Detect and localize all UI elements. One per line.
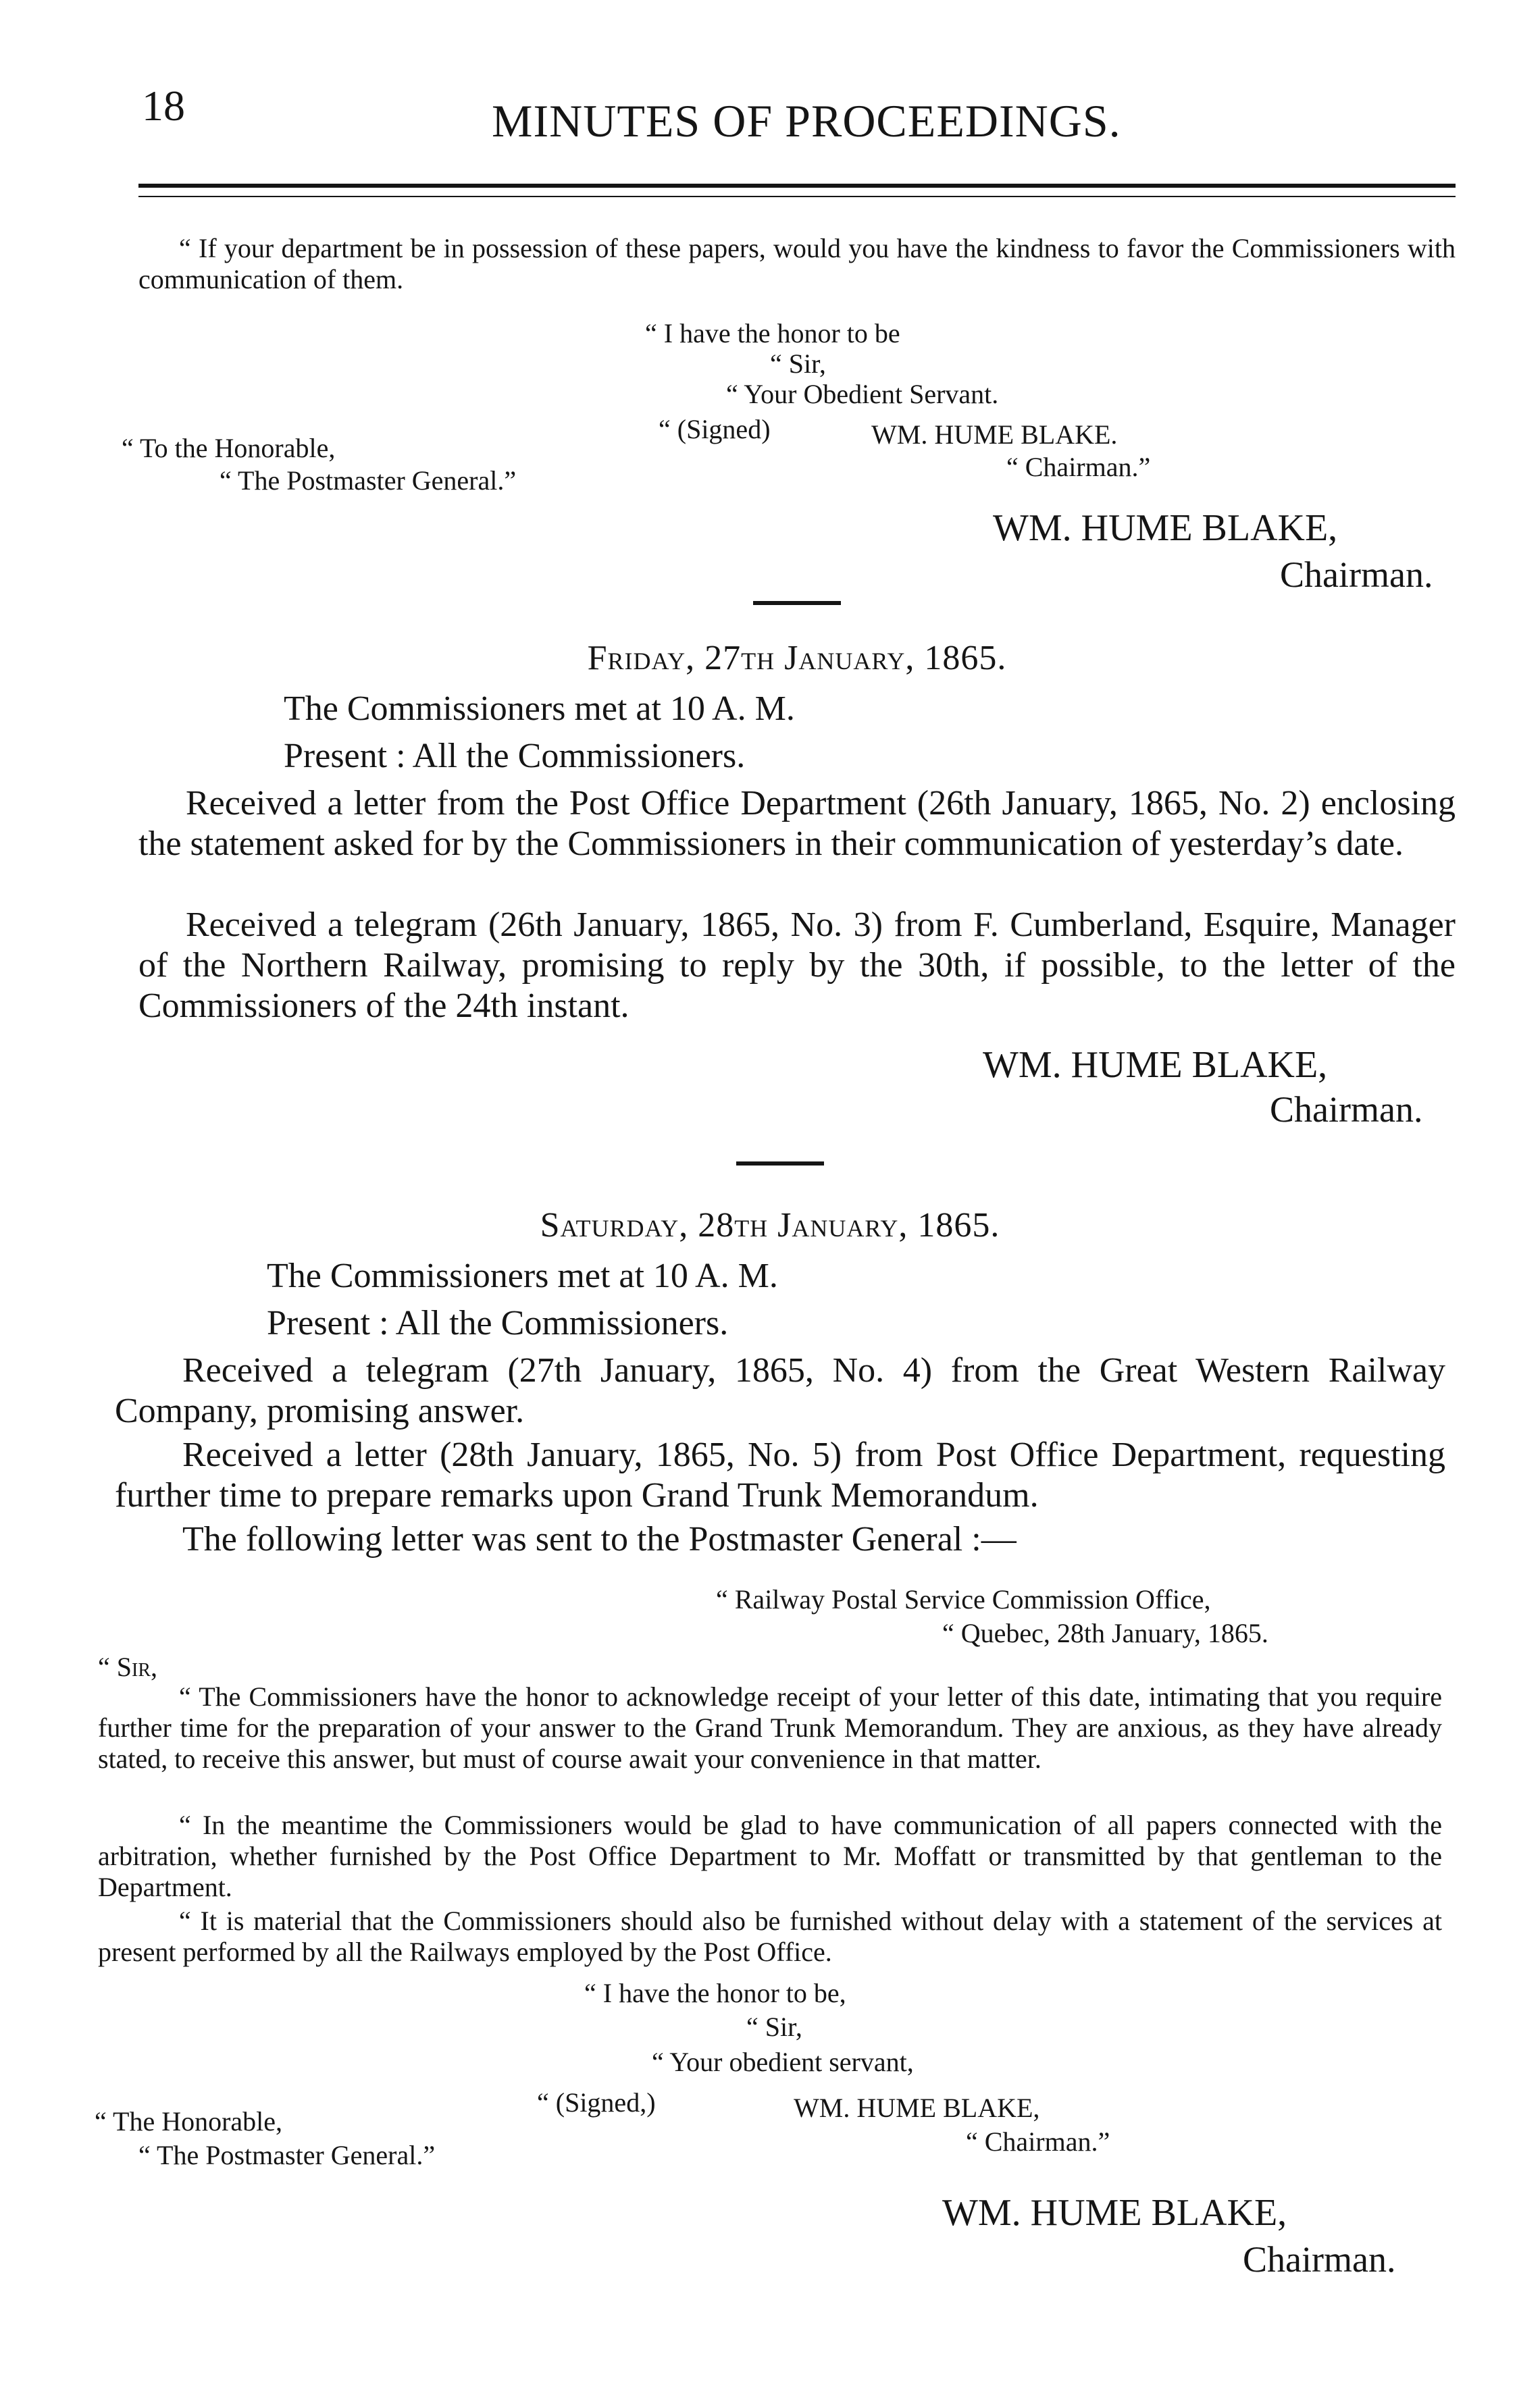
letter-place-date: “ Quebec, 28th January, 1865. — [942, 1618, 1268, 1648]
signature-name: WM. HUME BLAKE, — [993, 507, 1338, 549]
closing-servant: “ Your obedient servant, — [652, 2047, 914, 2077]
running-title: MINUTES OF PROCEEDINGS. — [492, 95, 1121, 147]
page-number: 18 — [142, 82, 185, 130]
letter-paragraph: “ It is material that the Commissioners should also be furnished without delay with a statement of the services at present performed by all the Railways employed by the Post Office. — [98, 1906, 1442, 1967]
signed-label: “ (Signed,) — [537, 2087, 656, 2118]
closing-servant: “ Your Obedient Servant. — [726, 379, 999, 409]
signature-name: WM. HUME BLAKE, — [942, 2192, 1287, 2234]
signature-title: Chairman. — [1270, 1089, 1423, 1130]
section-divider — [736, 1161, 824, 1166]
signed-name: WM. HUME BLAKE, — [794, 2093, 1040, 2123]
closing-honor: “ I have the honor to be, — [584, 1978, 846, 2008]
signature-title: Chairman. — [1280, 554, 1433, 595]
signed-label: “ (Signed) — [659, 414, 771, 444]
minute-entry: The following letter was sent to the Postmaster General :— — [182, 1520, 1017, 1559]
signature-title: Chairman. — [1243, 2239, 1396, 2280]
signature-name: WM. HUME BLAKE, — [983, 1044, 1328, 1086]
minute-entry: Received a letter (28th January, 1865, No. 5) from Post Office Department, requesting further time to prepare remarks upon Grand Trunk Memorandum. — [115, 1436, 1445, 1515]
header-rule-thick — [138, 184, 1456, 188]
closing-sir: “ Sir, — [746, 2012, 802, 2042]
closing-honor: “ I have the honor to be — [645, 318, 900, 348]
letter-paragraph: “ If your department be in possession of these papers, would you have the kindness to favor the Commissioners with communication of them. — [138, 233, 1456, 294]
meeting-time: The Commissioners met at 10 A. M. — [284, 689, 795, 728]
date-heading-friday: Friday, 27th January, 1865. — [587, 639, 1007, 677]
section-divider — [753, 601, 841, 605]
addressee-line-1: “ To the Honorable, — [122, 433, 336, 463]
closing-sir: “ Sir, — [770, 348, 826, 379]
signed-title: “ Chairman.” — [1006, 452, 1151, 482]
minute-entry: Received a letter from the Post Office Department (26th January, 1865, No. 2) enclosing the statement asked for by the Commissioners in their communication of yesterday’s date. — [138, 784, 1456, 863]
meeting-time: The Commissioners met at 10 A. M. — [267, 1257, 778, 1295]
letter-office: “ Railway Postal Service Commission Office, — [716, 1584, 1211, 1615]
minute-entry: Received a telegram (26th January, 1865, No. 3) from F. Cumberland, Esquire, Manager of the Northern Railway, promising to reply by the 30th, if possible, to the letter of the Commissioners of the 24th instant. — [138, 906, 1456, 1025]
letter-salutation: “ Sir, — [98, 1652, 157, 1682]
addressee-line-2: “ The Postmaster General.” — [220, 465, 517, 496]
letter-paragraph: “ The Commissioners have the honor to acknowledge receipt of your letter of this date, intimating that you require further time for the preparation of your answer to the Grand Trunk Memorandum. They are anxious, as they have already stated, to receive this answer, but must of course await your convenience in that matter. — [98, 1681, 1442, 1774]
signed-name: WM. HUME BLAKE. — [871, 419, 1118, 450]
signed-title: “ Chairman.” — [966, 2126, 1110, 2157]
minute-entry: Received a telegram (27th January, 1865, No. 4) from the Great Western Railway Company, promising answer. — [115, 1351, 1445, 1430]
addressee-line-1: “ The Honorable, — [95, 2106, 283, 2137]
attendance: Present : All the Commissioners. — [284, 737, 746, 775]
letter-paragraph: “ In the meantime the Commissioners would be glad to have communication of all papers connected with the arbitration, whether furnished by the Post Office Department to Mr. Moffatt or transmitted by that gentleman to the Department. — [98, 1810, 1442, 1902]
header-rule-thin — [138, 196, 1456, 197]
addressee-line-2: “ The Postmaster General.” — [138, 2140, 436, 2170]
attendance: Present : All the Commissioners. — [267, 1304, 729, 1342]
date-heading-saturday: Saturday, 28th January, 1865. — [540, 1206, 1000, 1245]
